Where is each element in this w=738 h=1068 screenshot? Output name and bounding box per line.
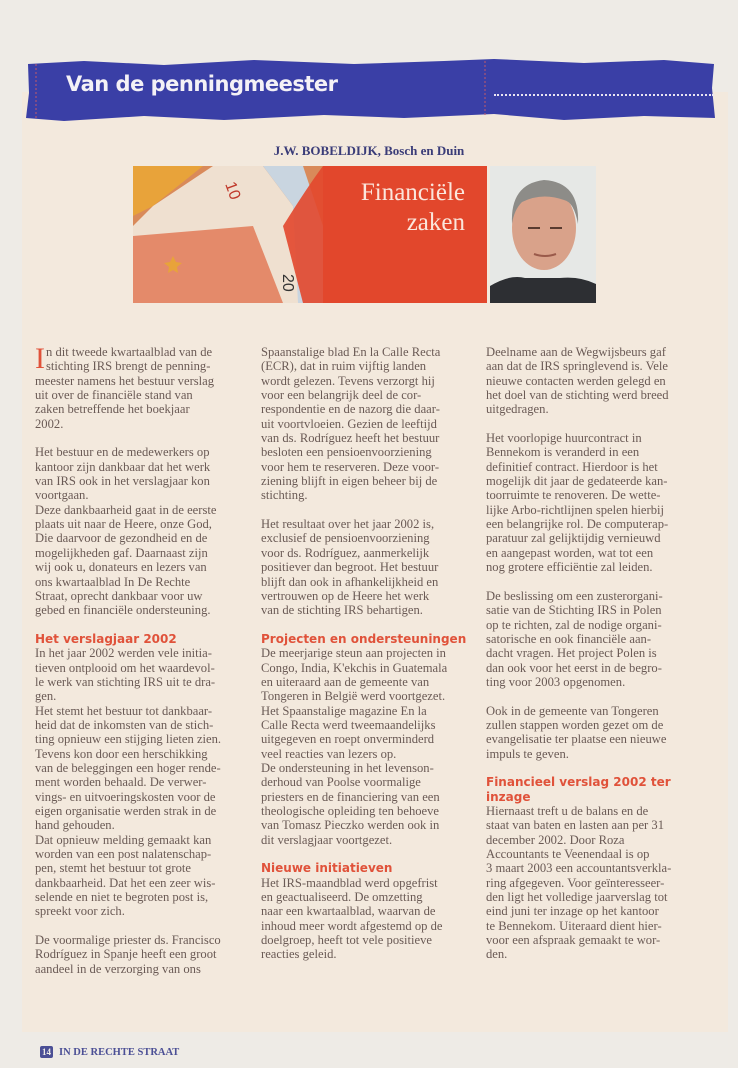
banknote-20-label: 20 — [279, 274, 296, 292]
paragraph: Het resultaat over het jaar 2002 is, exclusief de pensioenvoorziening voor ds. Rodríguez, aanmerkelijk positiever dan begroot. Het bestuur blijft dan ook in afhankelijkheid en vertrouwen op de Heere het werk van de stichting IRS behartigen. — [261, 517, 439, 618]
section-banner — [24, 58, 716, 124]
paragraph: De meerjarige steun aan projecten in Congo, India, K'ekchis in Guatemala en uiteraard aan de gemeente van Tongeren in België werd voortgezet. Het Spaanstalige magazine En la Calle Recta werd tweemaandelijks uitgegeven en roept onverminderd veel reacties van lezers op. — [261, 646, 448, 761]
paragraph: Spaanstalige blad En la Calle Recta (ECR), dat in ruim vijftig landen wordt gelezen. Tevens verzorgt hij voor een belangrijk deel de cor- respondentie en de nazorg die daar- uit voortvloeien. Gezien de leeftijd van ds. Rodríguez heeft het bestuur besloten een pensioenvoorziening voor hem te reserveren. Deze voor- ziening blijft in eigen beheer bij de stichting. — [261, 345, 441, 503]
paragraph: De voormalige priester ds. Francisco Rodríguez in Spanje heeft een groot aandeel in de verzorging van ons — [35, 933, 221, 976]
paragraph: Hiernaast treft u de balans en de staat van baten en lasten aan per 31 december 2002. Door Roza Accountants te Veenendaal is op 3 maart 2003 een accountantsverkla- ring afgegeven. Voor geïnteresseer- den ligt het volledige jaarverslag tot eind juni ter inzage op het kantoor te Bennekom. Uiteraard dient hier- voor een afspraak gemaakt te wor- den. — [486, 804, 672, 962]
euro-banknotes-illustration — [133, 166, 323, 303]
section-heading: Nieuwe initiatieven — [261, 861, 393, 876]
section-heading: Financieel verslag 2002 ter inzage — [486, 775, 671, 804]
paragraph: De ondersteuning in het levenson- derhoud van Poolse voormalige priesters en de financiering van een theologische opleiding ten behoeve van Tomasz Pieczko werden ook in dit verslagjaar voortgezet. — [261, 760, 440, 847]
hero-caption-line2: zaken — [406, 209, 465, 236]
page-number: 14 — [42, 1047, 51, 1057]
article-column-3 — [486, 345, 708, 976]
section-title: Van de penningmeester — [66, 72, 338, 96]
paragraph: Het bestuur en de medewerkers op kantoor zijn dankbaar dat het werk van IRS ook in het verslagjaar kon voortgaan. — [35, 445, 211, 503]
portrait-photo — [490, 166, 596, 303]
hero-caption — [361, 178, 465, 238]
paragraph: Deze dankbaarheid gaat in de eerste plaats uit naar de Heere, onze God, Die daarvoor de gezondheid en de mogelijkheden gaf. Daarnaast zijn wij ook u, donateurs en lezers van ons kwartaalblad In De Rechte Straat, oprecht dankbaar voor uw gebed en financiële ondersteuning. — [35, 502, 217, 618]
paragraph: In het jaar 2002 werden vele initia- tieven ontplooid om het waardevol- le werk van stichting IRS uit te dra- gen. — [35, 646, 216, 704]
article-column-1 — [35, 342, 257, 990]
section-heading: Projecten en ondersteuningen — [261, 631, 467, 646]
author-byline: J.W. BOBELDIJK, Bosch en Duin — [273, 143, 465, 158]
author-portrait — [490, 166, 596, 303]
hero-image — [133, 166, 487, 303]
page-footer — [40, 1046, 179, 1058]
paragraph: Het IRS-maandblad werd opgefrist en geactualiseerd. De omzetting naar een kwartaalblad, waarvan de inhoud meer wordt afgestemd op de doelgroep, heeft tot vele positieve reacties geleid. — [261, 875, 443, 962]
article-column-2 — [261, 345, 483, 976]
banknote-10-label: 10 — [221, 179, 244, 203]
magazine-name: IN DE RECHTE STRAAT — [59, 1046, 180, 1058]
paragraph: De beslissing om een zusterorgani- satie van de Stichting IRS in Polen op te richten, zal de nodige organi- satorische en ook financiële aan- dacht vragen. Het project Polen is dan ook voor het eerst in de begro- ting voor 2003 opgenomen. — [486, 588, 663, 689]
dotted-rule — [494, 94, 714, 96]
hero-caption-line1: Financiële — [360, 179, 465, 206]
paragraph: Deelname aan de Wegwijsbeurs gaf aan dat de IRS springlevend is. Vele nieuwe contacten werden gelegd en het doel van de stichting werd breed uitgedragen. — [486, 345, 669, 417]
paragraph: Het stemt het bestuur tot dankbaar- heid dat de inkomsten van de stich- ting opnieuw een stijging lieten zien. Tevens kon door een herschikking van de beleggingen een hoger rende- ment worden behaald. De verwer- vings- en uitvoeringskosten voor de eigen organisatie werden strak in de hand gehouden. — [35, 703, 222, 833]
drop-cap: I — [35, 342, 45, 375]
section-heading: Het verslagjaar 2002 — [35, 631, 177, 646]
paragraph: Het voorlopige huurcontract in Bennekom is veranderd in een definitief contract. Hierdoor is het mogelijk dit jaar de gedateerde kan- toorruimte te renoveren. De wette- lijke Arbo-richtlijnen spelen hierbij een belangrijke rol. De computerap- paratuur zal gelijktijdig vernieuwd en aangepast worden, wat tot een nog grotere efficiëntie zal leiden. — [486, 431, 669, 575]
paragraph: Dat opnieuw melding gemaakt kan worden van een post nalatenschap- pen, stemt het bestuur tot grote dankbaarheid. Dat het een zeer wis- selende en niet te begroten post is, spreekt voor zich. — [35, 832, 216, 919]
paragraph: Ook in de gemeente van Tongeren zullen stappen worden gezet om de evangelisatie ter plaatse een nieuwe impuls te geven. — [486, 703, 667, 761]
paragraph: n dit tweede kwartaalblad van de stichting IRS brengt de penning- meester namens het bestuur verslag uit over de financiële stand van zaken betreffende het boekjaar 2002. — [35, 345, 215, 431]
